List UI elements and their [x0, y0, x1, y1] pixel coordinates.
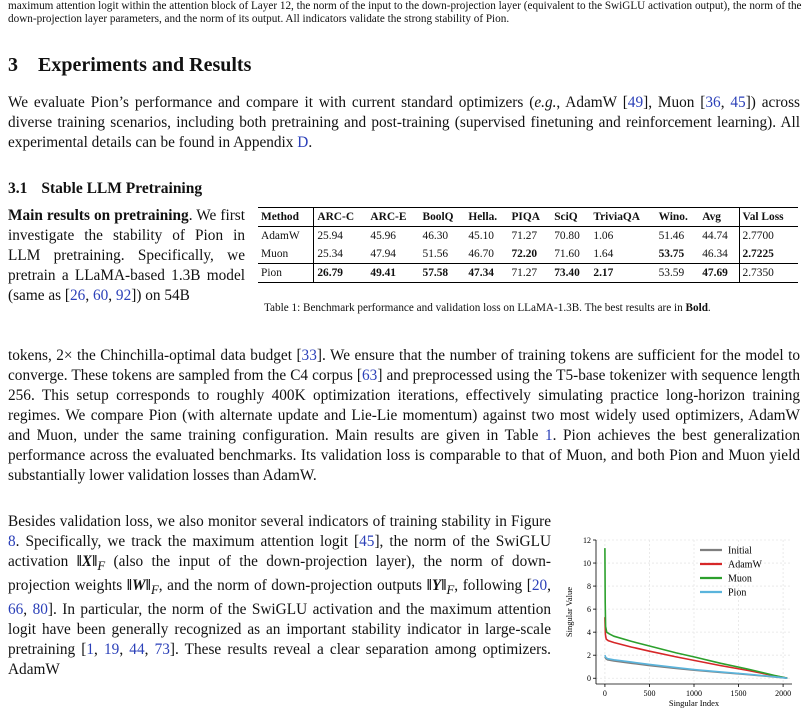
x-tick-label: 0: [602, 689, 607, 698]
table-cell: Pion: [258, 264, 314, 283]
table-header-cell: Method: [258, 208, 314, 227]
table-header-cell: ARC-C: [314, 208, 368, 227]
subsection-heading: [8, 180, 202, 198]
table-cell: 46.34: [699, 245, 739, 264]
citation-link[interactable]: 1: [86, 641, 95, 659]
math-y-norm: ‖Y‖: [426, 577, 447, 595]
table-cell: 2.7225: [742, 248, 774, 260]
y-tick-label: 10: [583, 559, 591, 569]
y-tick-label: 2: [587, 651, 591, 661]
intro-paragraph: We evaluate Pion’s performance and compare it with current standard optimizers (e.g., AdamW [49], Muon [36, 45]) across diverse training scenarios, including both pretraining and post-training (supervised finetuning and reinforcement learning). All experimental details can be found in Appendix D.: [8, 94, 800, 151]
table-cell: 71.27: [511, 230, 538, 242]
table-cell: 2.7350: [739, 264, 798, 283]
y-tick-label: 8: [587, 582, 591, 592]
table-cell: 44.74: [699, 227, 739, 246]
citation-link[interactable]: 36: [705, 94, 721, 111]
table-row: [258, 264, 798, 283]
pretrain-paragraph-continued: tokens, 2× the Chinchilla-optimal data budget [33]. We ensure that the number of training tokens are sufficient for the model to converge. These tokens are sampled from the C4 corpus [63] and preprocessed using the T5-base tokenizer with sequence length 256. This setup corresponds to roughly 400K optimization iterations, effectively simulating practice long-horizon training regimes. We compare Pion (with alternate update and Lie-Lie momentum) against two most widely used optimizers, AdamW and Muon, under the same training configuration. Main results are given in Table 1. Pion achieves the best generalization performance across the evaluated benchmarks. Its validation loss is comparable to that of Muon, and both Pion and Muon yield substantially lower validation losses than AdamW.: [8, 347, 800, 484]
x-tick-label: 1500: [730, 689, 747, 698]
singular-value-chart: [558, 534, 804, 716]
y-tick-label: 4: [587, 628, 591, 638]
table-header-cell: Avg: [699, 208, 739, 227]
y-tick-label: 6: [587, 605, 591, 615]
benchmark-table: [258, 207, 798, 283]
pretrain-paragraph: Main results on pretraining. We first investigate the stability of Pion in LLM pretraining. Specifically, we pretrain a LLaMA-based 1.3B model (same as [26, 60, 92]) on 54B: [8, 207, 245, 304]
table-cell: 45.96: [370, 230, 397, 242]
citation-link[interactable]: 80: [32, 601, 48, 619]
x-axis-label: Singular Index: [668, 698, 720, 708]
citation-link[interactable]: 92: [115, 287, 132, 304]
table-row: [258, 245, 798, 264]
section-number: 3: [8, 54, 18, 76]
table-cell: Muon: [258, 245, 314, 264]
table-row: [258, 227, 798, 246]
table-cell: 25.94: [317, 230, 343, 242]
citation-link[interactable]: 26: [70, 287, 86, 304]
y-tick-label: 0: [587, 674, 591, 684]
table-header-cell: BoolQ: [420, 208, 466, 227]
table-cell: 47.94: [370, 248, 397, 260]
citation-link[interactable]: 33: [301, 347, 317, 364]
figure-caption-tail: maximum attention logit within the attention block of Layer 12, the norm of the input to the down-projection layer (equivalent to the SwiGLU activation output), the norm of the down-projection layer parameters, and the norm of its output. All indicators validate the strong stability of Pion.: [8, 0, 802, 25]
table-header-cell: SciQ: [551, 208, 590, 227]
table-cell: 71.27: [508, 264, 551, 283]
table-cell: 53.59: [656, 264, 700, 283]
table-cell: 71.60: [554, 248, 580, 260]
table-cell: AdamW: [258, 227, 314, 246]
math-w-norm: ‖W‖: [126, 577, 151, 595]
citation-link[interactable]: 49: [627, 94, 644, 111]
table-cell: 57.58: [420, 264, 466, 283]
math-x-norm: ‖X‖: [76, 553, 98, 570]
table-cell: 46.30: [422, 230, 449, 242]
table-header-cell: Wino.: [656, 208, 700, 227]
citation-link[interactable]: 20: [531, 577, 548, 595]
table-header-cell: TriviaQA: [590, 208, 655, 227]
x-tick-label: 500: [643, 689, 656, 698]
citation-link[interactable]: 66: [8, 601, 24, 619]
subsection-number: 3.1: [8, 180, 28, 197]
citation-link[interactable]: 45: [359, 533, 375, 550]
table-cell: 1.64: [593, 248, 614, 260]
table-link[interactable]: 1: [544, 427, 553, 444]
citation-link[interactable]: 45: [730, 94, 746, 111]
table-cell: 46.70: [468, 248, 494, 260]
table-header-cell: Hella.: [465, 208, 508, 227]
table-header-cell: ARC-E: [367, 208, 419, 227]
table-cell: 72.20: [511, 248, 538, 260]
series-line-pion: [605, 655, 787, 678]
section-title: Experiments and Results: [38, 54, 252, 76]
table-cell: 51.56: [422, 248, 449, 260]
table-cell: 47.34: [465, 264, 508, 283]
y-axis-label: Singular Value: [564, 586, 574, 638]
table-cell: 53.75: [658, 248, 685, 260]
citation-link[interactable]: 44: [129, 641, 145, 659]
table-cell: 2.17: [590, 264, 655, 283]
figure-link[interactable]: 8: [8, 533, 16, 550]
table-cell: 45.10: [468, 230, 494, 242]
subsection-title: Stable LLM Pretraining: [41, 180, 203, 197]
section-heading: [8, 54, 251, 77]
table-cell: 2.7700: [742, 230, 774, 242]
legend-label: Initial: [728, 545, 752, 557]
table-cell: 70.80: [554, 230, 580, 242]
y-tick-label: 12: [583, 536, 591, 545]
table-caption: Table 1: Benchmark performance and validation loss on LLaMA-1.3B. The best results are in Bold.: [264, 302, 711, 314]
citation-link[interactable]: 19: [104, 641, 120, 659]
table-cell: 51.46: [658, 230, 685, 242]
benchmark-table-container: [258, 207, 804, 283]
x-tick-label: 2000: [775, 689, 792, 698]
table-cell: 49.41: [367, 264, 419, 283]
citation-link[interactable]: 63: [362, 367, 378, 384]
table-cell: 73.40: [551, 264, 590, 283]
legend-label: Pion: [728, 587, 747, 599]
citation-link[interactable]: 60: [92, 287, 109, 304]
table-cell: 47.69: [699, 264, 739, 283]
stability-paragraph: Besides validation loss, we also monitor several indicators of training stability in Figure 8. Specifically, we track the maximum attention logit [45], the norm of the SwiGLU activation $‖X‖_F$ (also the input of the down-projection layer), the norm of down-projection weights $‖W‖_F$, and the norm of down-projection outputs $‖Y‖_F$, following [20, 66, 80]. In particular, the norm of the SwiGLU activation and the maximum attention logit have been generally recognized as an important stability indicator in large-scale pretraining [1, 19, 44, 73]. These results reveal a clear separation among optimizers. AdamW: [8, 513, 552, 679]
table-header-cell: Val Loss: [739, 208, 798, 227]
paragraph-lead: Main results on pretraining: [8, 207, 189, 224]
appendix-link[interactable]: D: [297, 134, 309, 151]
legend-label: AdamW: [728, 559, 762, 571]
legend-label: Muon: [728, 573, 752, 585]
table-header-cell: PIQA: [508, 208, 551, 227]
table-cell: 25.34: [317, 248, 343, 260]
table-cell: 1.06: [593, 230, 614, 242]
citation-link[interactable]: 73: [154, 641, 170, 659]
x-tick-label: 1000: [686, 689, 702, 698]
table-cell: 26.79: [314, 264, 368, 283]
